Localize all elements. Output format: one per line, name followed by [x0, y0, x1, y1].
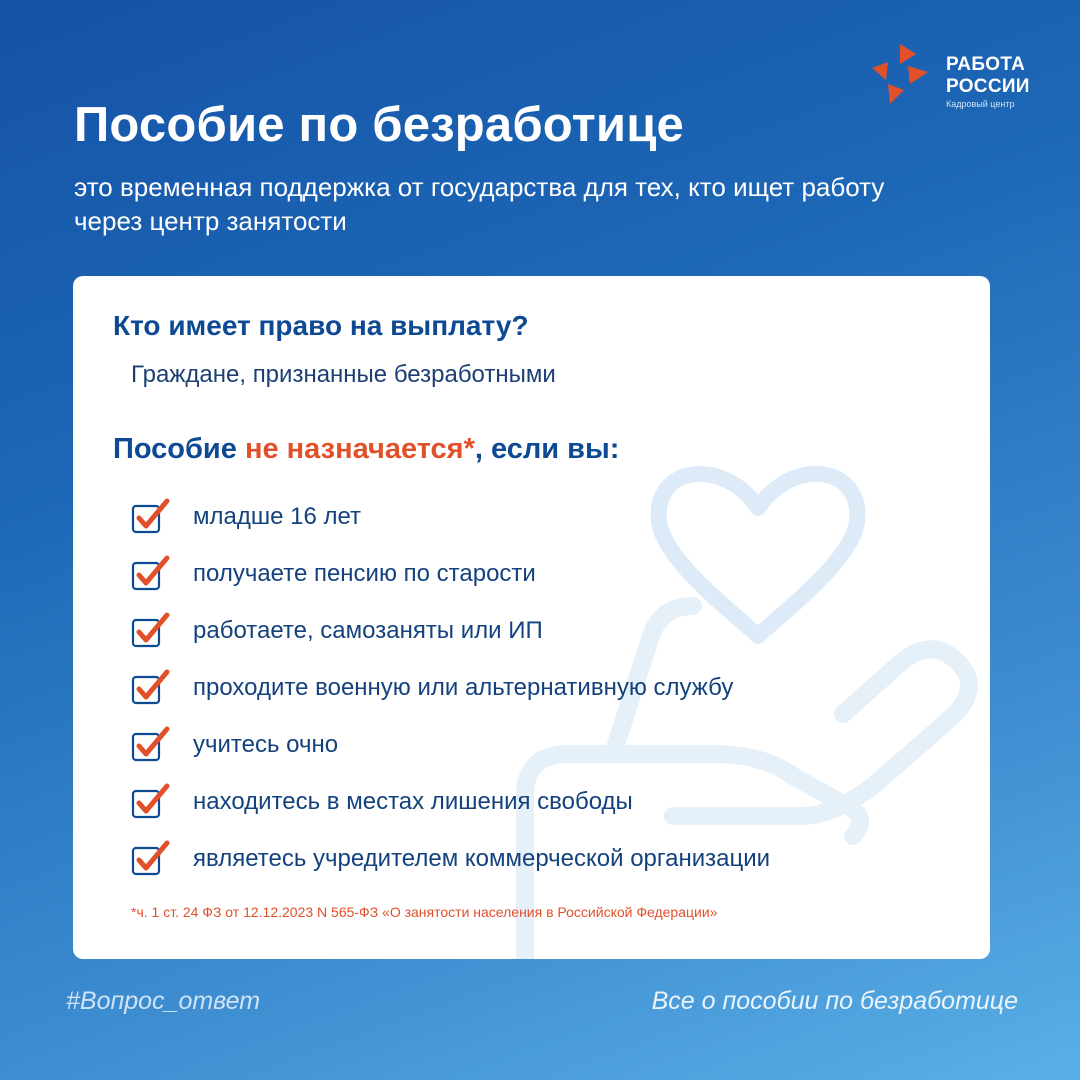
hashtag-link[interactable]: #Вопрос_ответ	[66, 987, 261, 1015]
condition-item	[131, 773, 770, 830]
series-title: Все о пособии по безработице	[651, 987, 1018, 1015]
condition-text: получаете пенсию по старости	[193, 559, 536, 587]
condition-item	[131, 659, 770, 716]
logo-mark-icon	[868, 38, 938, 108]
condition-text: учитесь очно	[193, 730, 339, 758]
logo	[868, 38, 1048, 118]
not-assigned-prefix: Пособие	[113, 433, 245, 465]
checkbox-checked-icon	[131, 667, 173, 709]
logo-text-line2: РОССИИ	[946, 76, 1030, 97]
condition-item	[131, 545, 770, 602]
page-title: Пособие по безработице	[74, 98, 685, 152]
page-subtitle: это временная поддержка от государства для тех, кто ищет работу через центр занятости	[74, 172, 885, 236]
eligibility-heading: Кто имеет право на выплату?	[113, 310, 529, 341]
not-assigned-highlight: не назначается*	[244, 433, 475, 465]
checkbox-checked-icon	[131, 724, 173, 766]
logo-text-line1: РАБОТА	[946, 54, 1026, 75]
condition-text: проходите военную или альтернативную службу	[193, 673, 734, 701]
condition-text: находитесь в местах лишения свободы	[193, 787, 633, 815]
conditions-list	[131, 488, 770, 887]
logo-subtitle: Кадровый центр	[946, 99, 1015, 109]
checkbox-checked-icon	[131, 838, 173, 880]
condition-item	[131, 602, 770, 659]
condition-text: работаете, самозаняты или ИП	[193, 616, 543, 644]
info-card	[73, 276, 990, 959]
condition-text: являетесь учредителем коммерческой организации	[193, 844, 771, 872]
checkbox-checked-icon	[131, 610, 173, 652]
condition-text: младше 16 лет	[193, 502, 362, 530]
checkbox-checked-icon	[131, 553, 173, 595]
condition-item	[131, 830, 770, 887]
checkbox-checked-icon	[131, 496, 173, 538]
condition-item	[131, 488, 770, 545]
not-assigned-suffix: , если вы:	[474, 433, 620, 465]
checkbox-checked-icon	[131, 781, 173, 823]
eligibility-text: Граждане, признанные безработными	[131, 361, 556, 388]
condition-item	[131, 716, 770, 773]
not-assigned-heading	[113, 428, 619, 470]
legal-footnote: *ч. 1 ст. 24 ФЗ от 12.12.2023 N 565-ФЗ «О занятости населения в Российской Федерации»	[131, 904, 718, 920]
